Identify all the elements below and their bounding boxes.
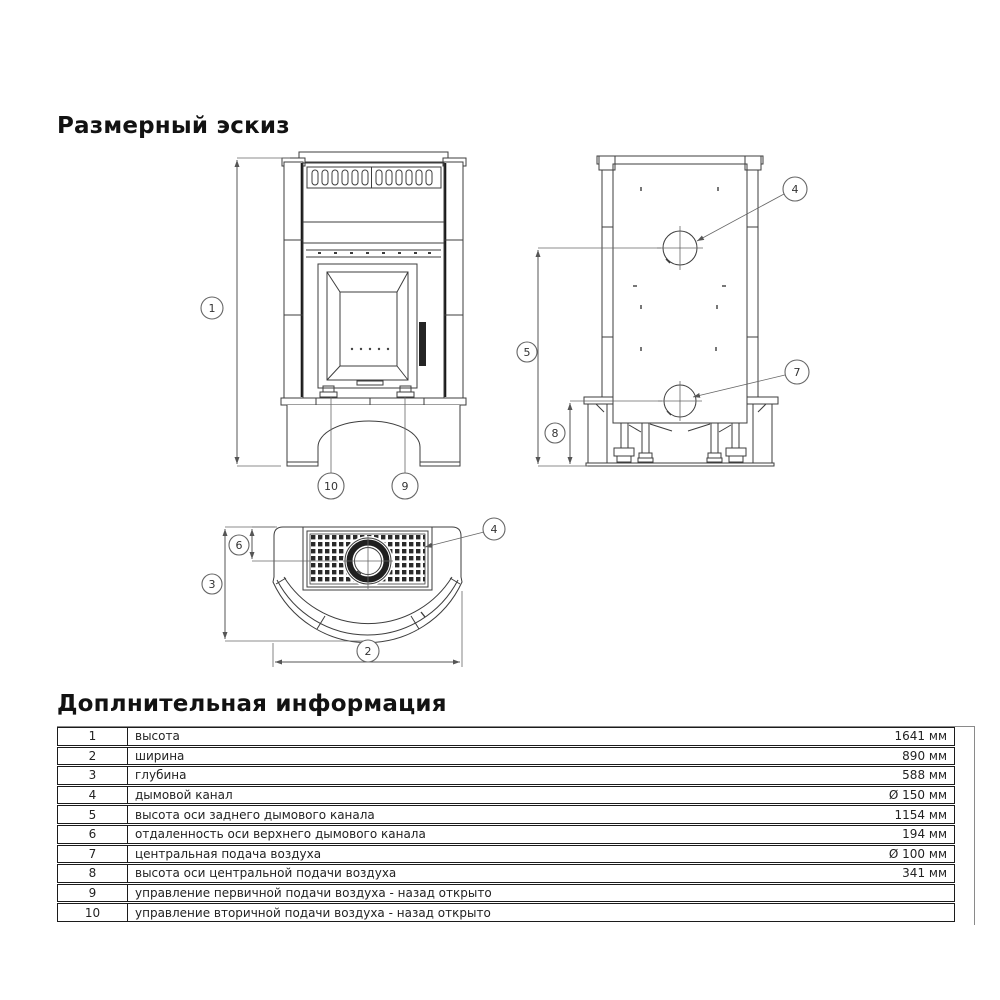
dimension-rear-flue-height	[517, 248, 661, 466]
row-number: 10	[58, 904, 128, 921]
front-view-drawing	[281, 152, 466, 466]
dimension-height	[201, 158, 290, 466]
row-number: 8	[58, 865, 128, 882]
callout-3	[202, 574, 222, 594]
row-content	[128, 885, 954, 902]
pedestal	[287, 405, 460, 466]
row-number: 6	[58, 826, 128, 843]
row-value: Ø 150 мм	[888, 788, 947, 803]
row-label: высота оси центральной подачи воздуха	[135, 866, 397, 881]
front-view	[185, 140, 495, 505]
row-number: 5	[58, 806, 128, 823]
callout-2	[357, 640, 379, 662]
callout-6-label: 6	[235, 539, 243, 552]
callout-4-rear-label: 4	[791, 183, 799, 196]
table-row	[57, 825, 955, 844]
table-row	[57, 903, 955, 922]
table-row	[57, 727, 955, 746]
right-pilaster	[444, 162, 463, 398]
callout-5	[517, 342, 537, 362]
callout-5-label: 5	[523, 346, 531, 359]
callout-8-label: 8	[551, 427, 559, 440]
row-number: 1	[58, 728, 128, 745]
row-label: высота оси заднего дымового канала	[135, 807, 375, 822]
callout-1	[201, 297, 223, 319]
firebox-door	[318, 264, 426, 388]
callout-7-label: 7	[793, 366, 801, 379]
callout-1-label: 1	[208, 302, 216, 315]
row-value: 588 мм	[902, 768, 947, 783]
top-view-drawing	[273, 527, 462, 643]
row-content	[128, 865, 954, 882]
callout-6	[229, 535, 249, 555]
door-handle	[419, 322, 426, 366]
callout-9-label: 9	[401, 480, 409, 493]
row-content	[128, 767, 954, 784]
rear-flue-outlet	[657, 226, 703, 270]
table-row	[57, 864, 955, 883]
plinth-plate	[281, 398, 466, 405]
row-number: 2	[58, 748, 128, 765]
section-title-sketch: Размерный эскиз	[57, 113, 290, 139]
rear-view	[515, 140, 815, 480]
row-content	[128, 728, 954, 745]
callout-3-label: 3	[208, 578, 216, 591]
row-value: 194 мм	[902, 827, 947, 842]
row-label: управление вторичной подачи воздуха - назад открыто	[135, 905, 491, 920]
table-row	[57, 805, 955, 824]
row-content	[128, 806, 954, 823]
dimension-air-height	[545, 401, 662, 464]
row-label: центральная подача воздуха	[135, 846, 322, 861]
callout-2-label: 2	[364, 645, 372, 658]
central-air-inlet	[658, 381, 702, 421]
left-pilaster	[284, 162, 303, 398]
row-number: 9	[58, 885, 128, 902]
row-content	[128, 787, 954, 804]
row-content	[128, 826, 954, 843]
row-value: Ø 100 мм	[888, 846, 947, 861]
row-content	[128, 748, 954, 765]
row-content	[128, 846, 954, 863]
callout-8	[545, 423, 565, 443]
table-row	[57, 884, 955, 903]
table-row	[57, 747, 955, 766]
rear-view-drawing	[584, 156, 778, 466]
row-label: дымовой канал	[135, 788, 233, 803]
row-number: 4	[58, 787, 128, 804]
top-view	[195, 505, 525, 680]
callout-10-label: 10	[324, 480, 338, 493]
legs	[614, 423, 746, 462]
row-content	[128, 904, 954, 921]
row-number: 3	[58, 767, 128, 784]
top-grille	[303, 527, 432, 590]
row-number: 7	[58, 846, 128, 863]
table-row	[57, 845, 955, 864]
row-value: 341 мм	[902, 866, 947, 881]
callout-4-top-label: 4	[490, 523, 498, 536]
row-label: ширина	[135, 748, 185, 763]
row-label: высота	[135, 729, 180, 744]
table-row	[57, 766, 955, 785]
row-label: управление первичной подачи воздуха - назад открыто	[135, 886, 492, 901]
row-value: 1641 мм	[894, 729, 947, 744]
row-value: 1154 мм	[894, 807, 947, 822]
spec-table	[57, 726, 975, 925]
section-title-info: Доплнительная информация	[57, 691, 447, 717]
row-value: 890 мм	[902, 748, 947, 763]
row-label: отдаленность оси верхнего дымового канала	[135, 827, 426, 842]
table-row	[57, 786, 955, 805]
row-label: глубина	[135, 768, 187, 783]
